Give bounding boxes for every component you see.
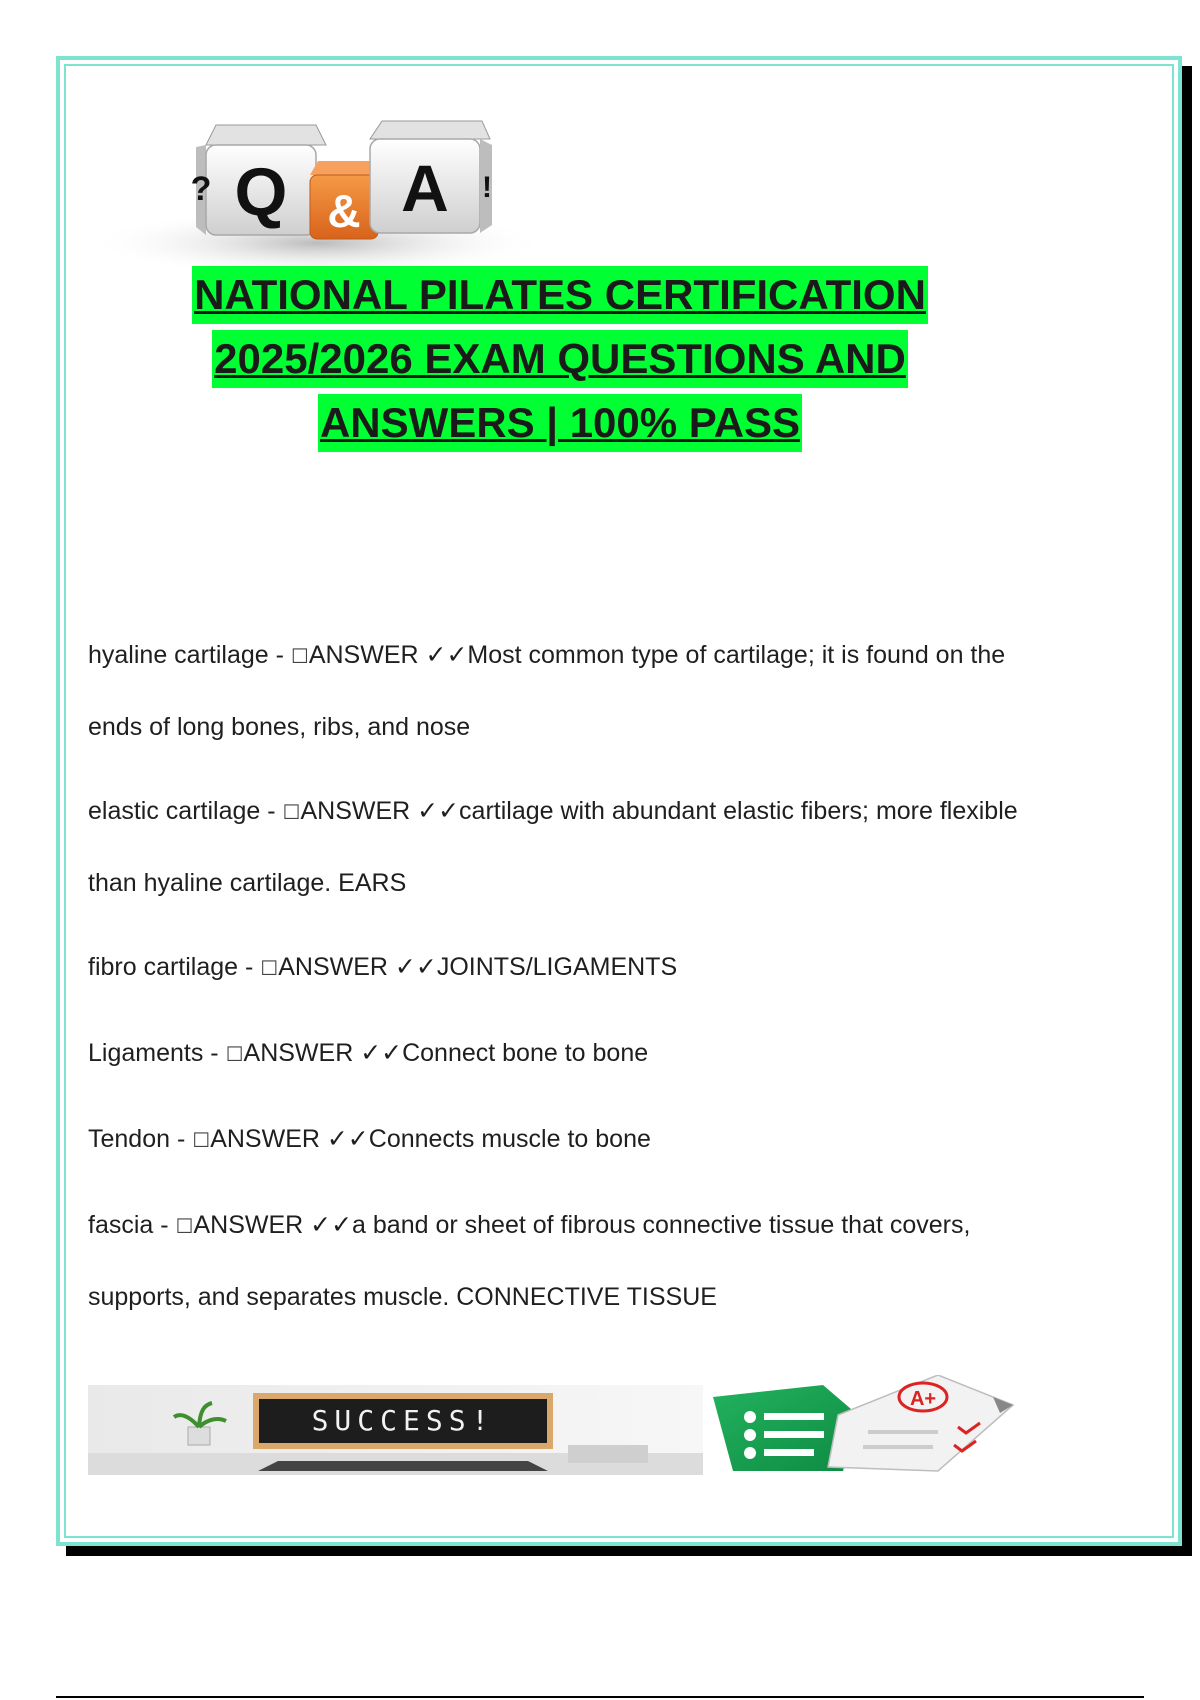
title-line-1: NATIONAL PILATES CERTIFICATION (192, 266, 928, 324)
title-line-2: 2025/2026 EXAM QUESTIONS AND (212, 330, 908, 388)
qa-item (88, 620, 1048, 762)
answer-marker-icon: ☐ (175, 1216, 194, 1238)
q-side-mark: ? (190, 170, 212, 208)
grade-text: A+ (909, 1388, 937, 1410)
qa-term: elastic cartilage (88, 797, 261, 825)
answer-marker-icon: ☐ (192, 1130, 211, 1152)
amp-die (310, 161, 378, 239)
qa-list (88, 620, 1048, 1332)
q-letter: Q (234, 154, 288, 230)
a-side-mark: ! (482, 171, 492, 204)
answer-marker-icon: ☐ (290, 646, 309, 668)
success-text: SUCCESS! (311, 1404, 495, 1437)
qa-answer: JOINTS/LIGAMENTS (436, 953, 678, 981)
answer-marker-icon: ☐ (260, 958, 279, 980)
answer-marker-icon: ☐ (225, 1044, 244, 1066)
qa-term: fibro cartilage (88, 953, 239, 981)
qa-term: Tendon (88, 1125, 171, 1153)
graded-paper-icon (828, 1375, 1013, 1471)
qa-answer: a band or sheet of fibrous connective tissue that covers, supports, and separates muscle. CONNECTIVE TISSUE (88, 1211, 971, 1311)
amp-letter: & (327, 185, 361, 237)
qa-item (88, 1190, 1048, 1332)
qa-separator: - (170, 1125, 193, 1153)
qa-separator: - (260, 797, 283, 825)
qa-separator: - (268, 641, 291, 669)
answer-marker-icon: ☐ (282, 802, 301, 824)
qa-answer-label: ANSWER ✓✓ (210, 1125, 369, 1153)
qa-answer: Connect bone to bone (402, 1039, 649, 1067)
document-title (60, 260, 1060, 452)
qa-item (88, 776, 1048, 918)
qa-answer: cartilage with abundant elastic fibers; more flexible than hyaline cartilage. EARS (88, 797, 1018, 897)
bottom-rule (56, 1696, 1144, 1698)
qa-separator: - (238, 953, 261, 981)
qa-separator: - (203, 1039, 226, 1067)
qa-answer-label: ANSWER ✓✓ (278, 953, 437, 981)
footer-banner (88, 1375, 1038, 1475)
qa-answer-label: ANSWER ✓✓ (308, 641, 468, 669)
qa-term: hyaline cartilage (88, 641, 269, 669)
qa-item (88, 932, 1048, 1004)
a-letter: A (401, 151, 449, 225)
qa-answer: Connects muscle to bone (368, 1125, 651, 1153)
qa-term: Ligaments (88, 1039, 204, 1067)
success-chalkboard-icon (88, 1385, 703, 1475)
qa-dice-icon (88, 75, 548, 280)
qa-answer-label: ANSWER ✓✓ (300, 797, 460, 825)
a-die (370, 121, 492, 233)
title-line-3: ANSWERS | 100% PASS (318, 394, 802, 452)
qa-answer: Most common type of cartilage; it is found on the ends of long bones, ribs, and nose (88, 641, 1006, 741)
qa-answer-label: ANSWER ✓✓ (193, 1211, 353, 1239)
qa-item (88, 1104, 1048, 1176)
qa-term: fascia (88, 1211, 154, 1239)
qa-separator: - (153, 1211, 176, 1239)
q-die (191, 125, 326, 235)
qa-item (88, 1018, 1048, 1090)
qa-answer-label: ANSWER ✓✓ (243, 1039, 403, 1067)
